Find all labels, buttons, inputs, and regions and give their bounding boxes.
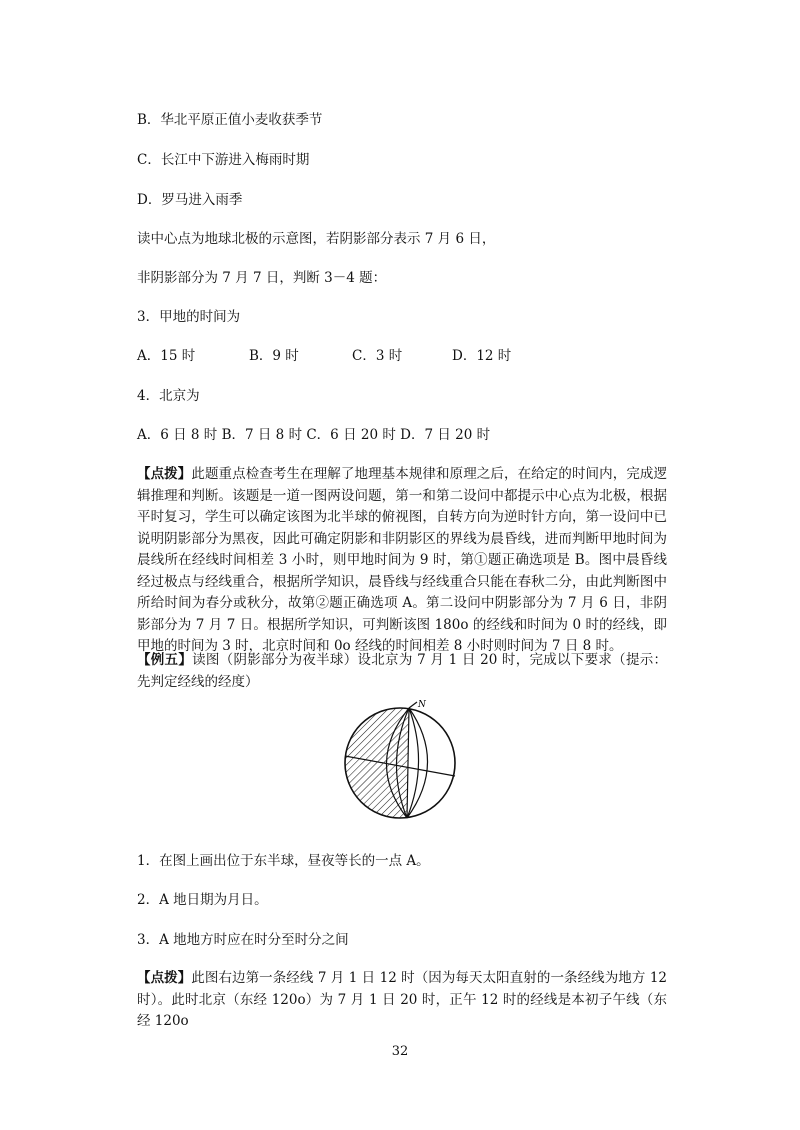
q3-option-d: D．12 时: [452, 348, 512, 364]
globe-figure: [335, 698, 465, 828]
read-instruction-2: 非阴影部分为 7 月 7 日，判断 3－4 题：: [137, 270, 387, 286]
question-3-options: [137, 346, 511, 366]
hint2-text: 此图右边第一条经线 7 月 1 日 12 时（因为每天太阳直射的一条经线为地方 12 时）。此时北京（东经 120o）为 7 月 1 日 20 时，正午 12 时的经线是本初子午线（东经 120o: [137, 970, 667, 1029]
example-label: 【例五】: [137, 652, 193, 668]
hint-text: 此题重点检查考生在理解了地理基本规律和原理之后，在给定的时间内，完成逻辑推理和判断。该题是一道一图两设问题，第一和第二设问中都提示中心点为北极，根据平时复习，学生可以确定该图为北半球的俯视图，自转方向为逆时针方向，第一设问中已说明阴影部分为黑夜，因此可确定阴影和非阴影区的界线为晨昏线，进而判断甲地时间为晨线所在经线时间相差 3 小时，则甲地时间为 9 时，第①题正确选项是 B。图中晨昏线经过极点与经线重合，根据所学知识，晨昏线与经线重合只能在春秋二分，由此判断图中所给时间为春分或秋分，故第②题正确选项 A。第二设问中阴影部分为 7 月 6 日，非阴影部分为 7 月 7 日。根据所学知识，可判断该图 180o 的经线和时间为 0 时的经线，即甲地的时间为 3 时，北京时间和 0o 经线的时间相差 8 小时则时间为 7 日 8 时。: [137, 466, 668, 654]
example-text: 读图（阴影部分为夜半球）设北京为 7 月 1 日 20 时，完成以下要求（提示：先判定经线的经度）: [137, 652, 668, 690]
question-4-options: A．6 日 8 时 B．7 日 8 时 C．6 日 20 时 D．7 日 20 时: [137, 427, 491, 443]
option-d: D．罗马进入雨季: [137, 192, 243, 208]
hint-paragraph-1: [137, 464, 667, 658]
question-1: 1．在图上画出位于东半球，昼夜等长的一点 A。: [137, 853, 430, 869]
q3-option-a: A．15 时: [137, 348, 196, 364]
page-number: 32: [391, 1044, 409, 1059]
read-instruction-1: 读中心点为地球北极的示意图，若阴影部分表示 7 月 6 日，: [137, 231, 496, 247]
option-b: B．华北平原正值小麦收获季节: [137, 112, 323, 128]
hint-paragraph-2: [137, 968, 667, 1033]
hint2-label: 【点拨】: [137, 970, 192, 986]
q3-option-b: B．9 时: [249, 348, 299, 364]
question-3-sub: 3．A 地地方时应在时分至时分之间: [137, 932, 349, 948]
question-3: 3．甲地的时间为: [137, 309, 241, 325]
question-4: 4．北京为: [137, 388, 200, 404]
question-2: 2．A 地日期为月日。: [137, 892, 268, 908]
hint-label: 【点拨】: [137, 466, 192, 482]
q3-option-c: C．3 时: [352, 348, 403, 364]
example-5-paragraph: [137, 650, 667, 693]
axis-line: [409, 702, 417, 708]
option-c: C．长江中下游进入梅雨时期: [137, 152, 310, 168]
north-label: N: [418, 700, 426, 710]
